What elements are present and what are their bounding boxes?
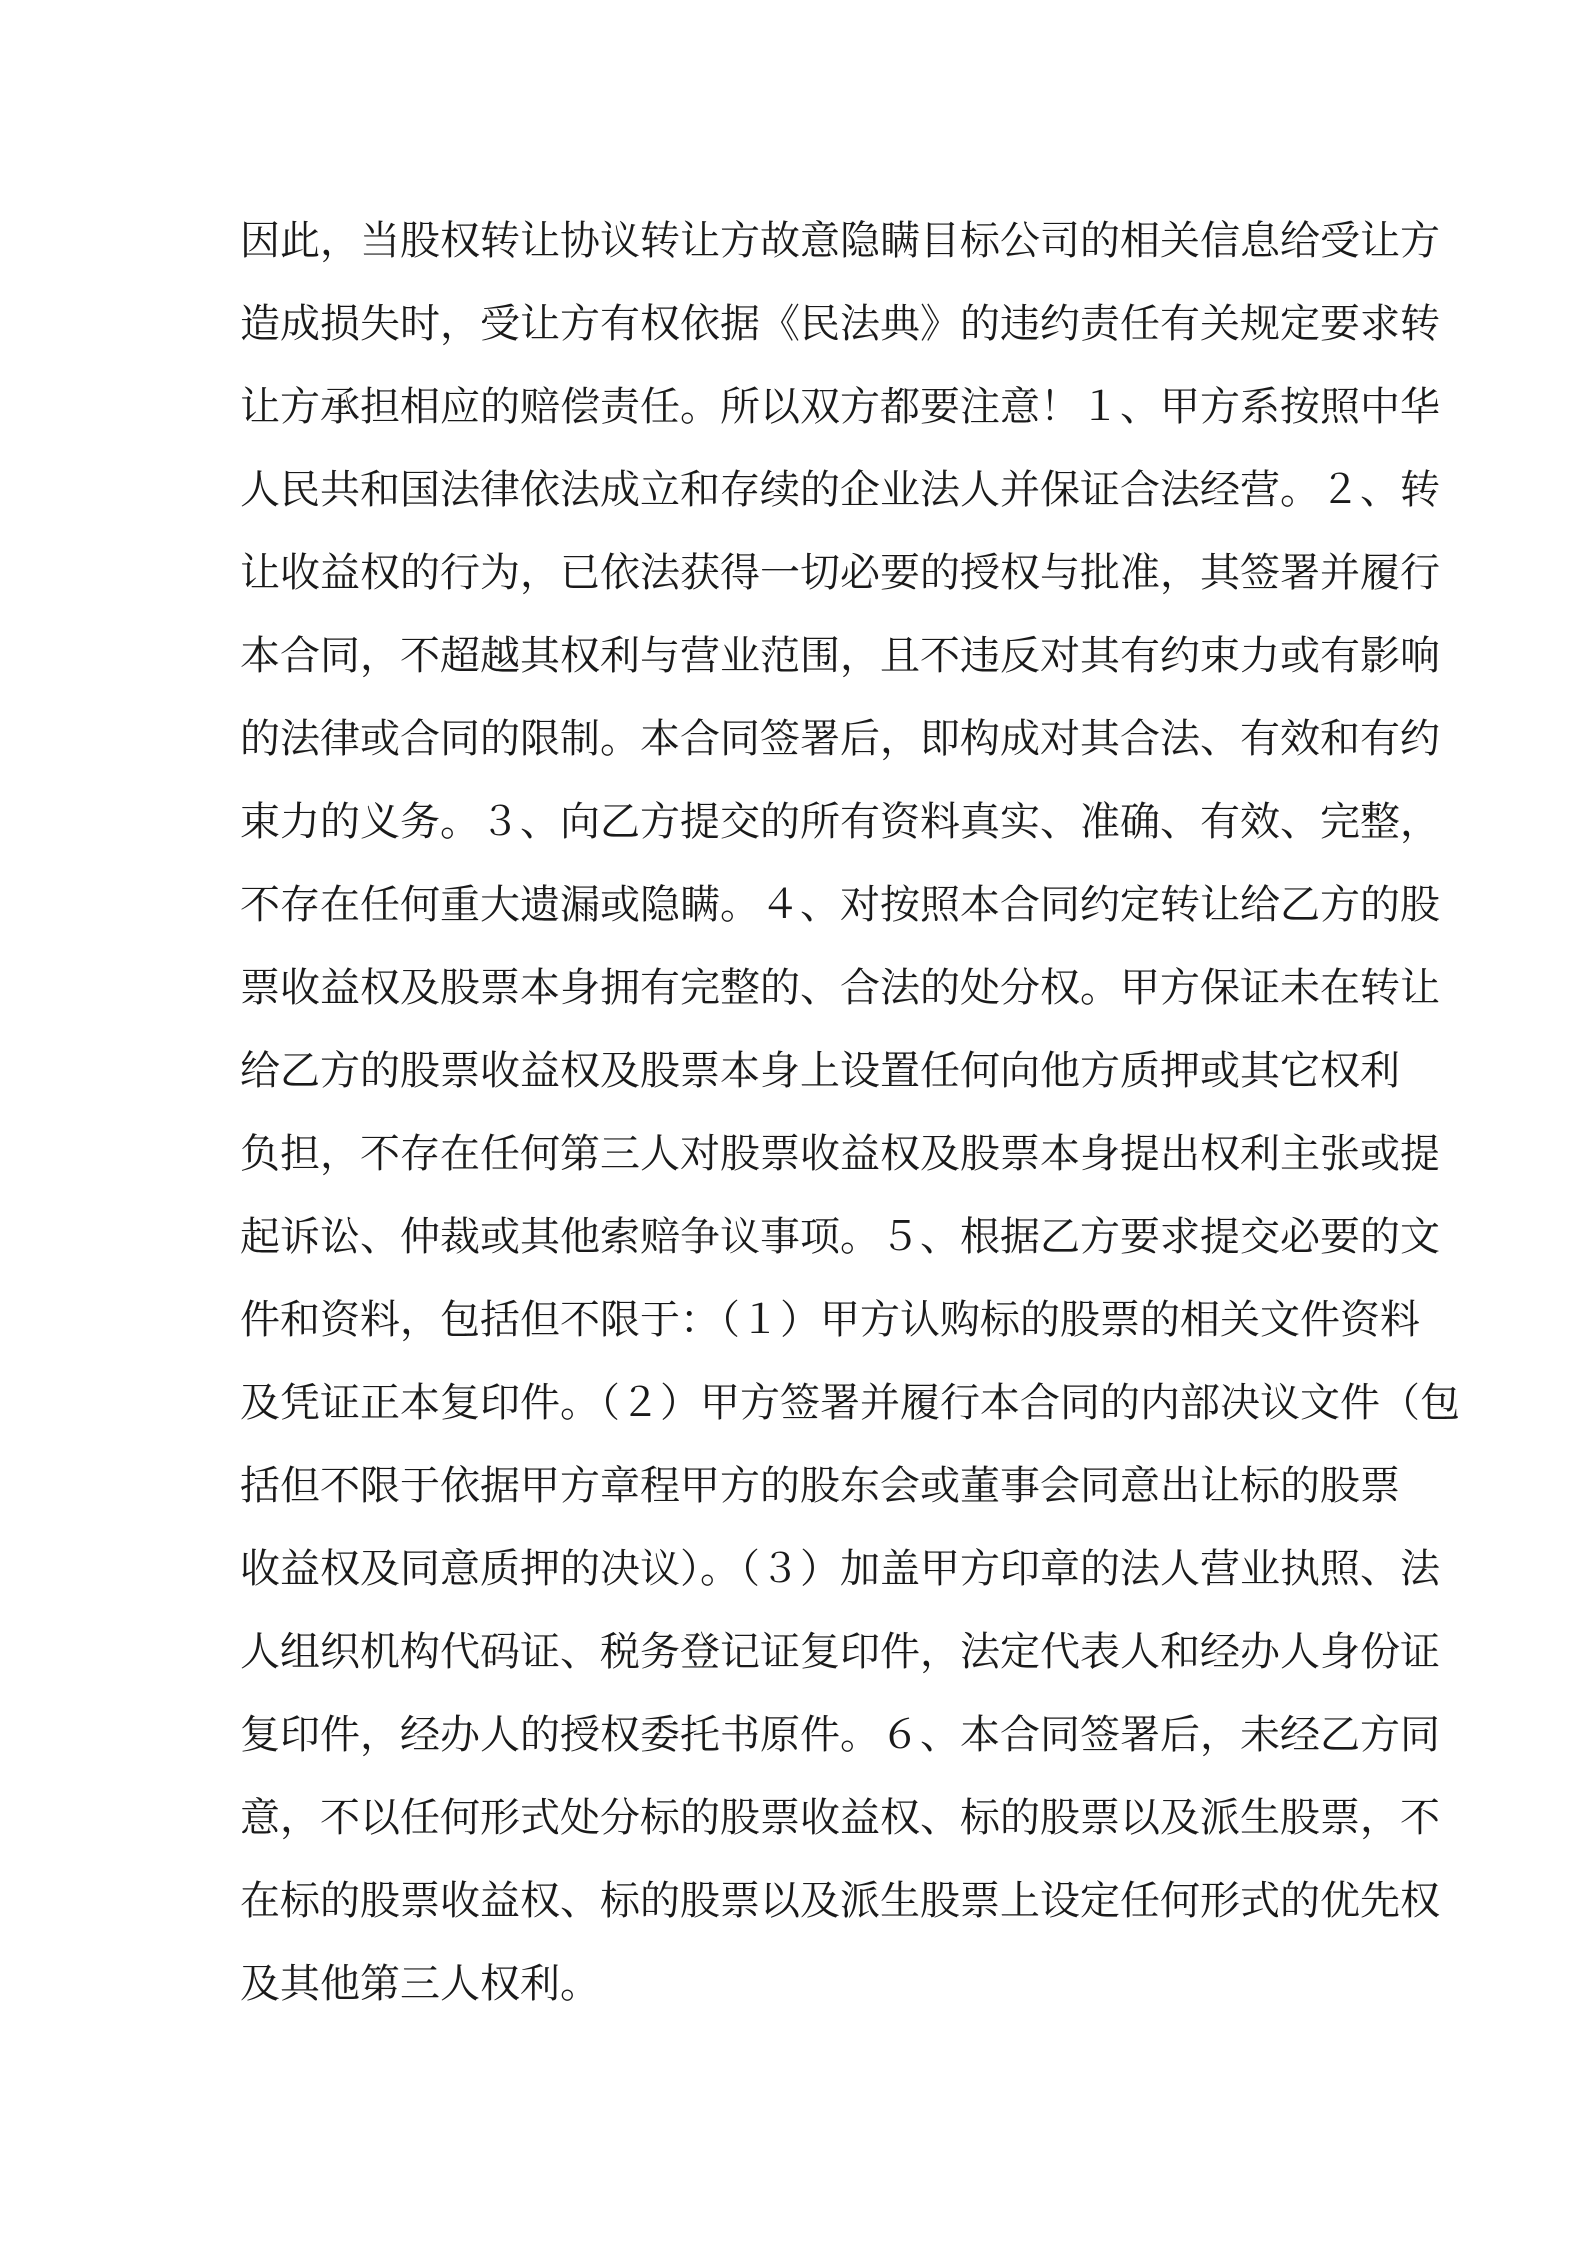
text-line: 在标的股票收益权、标的股票以及派生股票上设定任何形式的优先权 bbox=[240, 1878, 1440, 1924]
text-line: 括但不限于依据甲方章程甲方的股东会或董事会同意出让标的股票 bbox=[240, 1463, 1400, 1509]
text-line: 造成损失时，受让方有权依据《民法典》的违约责任有关规定要求转 bbox=[240, 301, 1440, 347]
text-line: 负担，不存在任何第三人对股票收益权及股票本身提出权利主张或提 bbox=[240, 1131, 1440, 1177]
text-line: 人组织机构代码证、税务登记证复印件，法定代表人和经办人身份证 bbox=[240, 1629, 1440, 1675]
text-line: 复印件，经办人的授权委托书原件。６、本合同签署后，未经乙方同 bbox=[240, 1712, 1440, 1758]
text-line-last: 及其他第三人权利。 bbox=[240, 1961, 600, 2007]
text-line: 让方承担相应的赔偿责任。所以双方都要注意！１、甲方系按照中华 bbox=[240, 384, 1440, 430]
text-line: 束力的义务。３、向乙方提交的所有资料真实、准确、有效、完整， bbox=[240, 799, 1440, 845]
text-line: 的法律或合同的限制。本合同签署后，即构成对其合法、有效和有约 bbox=[240, 716, 1440, 762]
text-line: 意，不以任何形式处分标的股票收益权、标的股票以及派生股票，不 bbox=[240, 1795, 1440, 1841]
text-line: 给乙方的股票收益权及股票本身上设置任何向他方质押或其它权利 bbox=[240, 1048, 1400, 1094]
text-line: 件和资料，包括但不限于：（１）甲方认购标的股票的相关文件资料 bbox=[240, 1297, 1420, 1343]
text-line: 票收益权及股票本身拥有完整的、合法的处分权。甲方保证未在转让 bbox=[240, 965, 1440, 1011]
text-line: 人民共和国法律依法成立和存续的企业法人并保证合法经营。２、转 bbox=[240, 467, 1440, 513]
text-line: 不存在任何重大遗漏或隐瞒。４、对按照本合同约定转让给乙方的股 bbox=[240, 882, 1440, 928]
document-body bbox=[240, 200, 1460, 2026]
text-line: 及凭证正本复印件。（２）甲方签署并履行本合同的内部决议文件（包 bbox=[240, 1380, 1460, 1426]
text-line: 让收益权的行为，已依法获得一切必要的授权与批准，其签署并履行 bbox=[240, 550, 1440, 596]
text-line: 起诉讼、仲裁或其他索赔争议事项。５、根据乙方要求提交必要的文 bbox=[240, 1214, 1440, 1260]
text-line: 本合同，不超越其权利与营业范围，且不违反对其有约束力或有影响 bbox=[240, 633, 1440, 679]
text-line: 因此，当股权转让协议转让方故意隐瞒目标公司的相关信息给受让方 bbox=[240, 218, 1440, 264]
text-line: 收益权及同意质押的决议）。（３）加盖甲方印章的法人营业执照、法 bbox=[240, 1546, 1440, 1592]
